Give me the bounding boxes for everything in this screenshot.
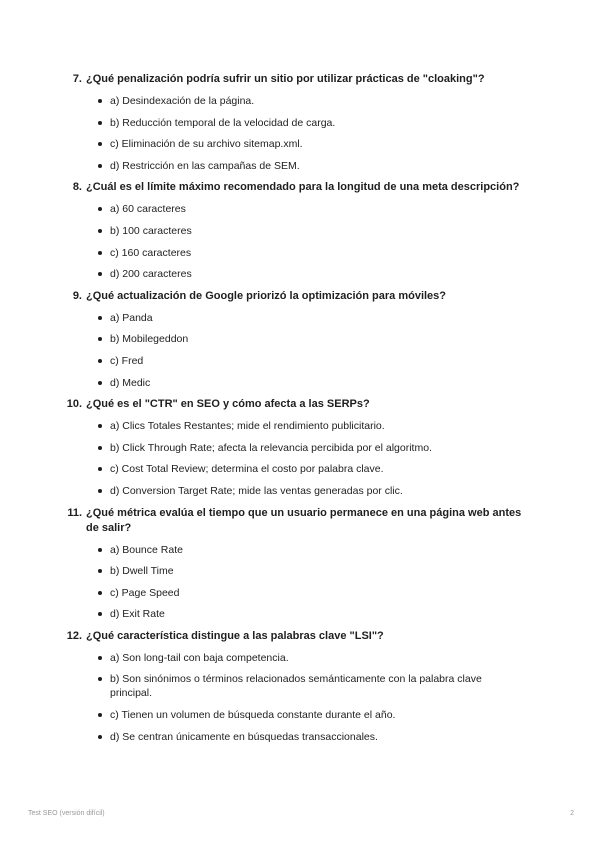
answer-item: [0, 607, 600, 621]
answer-item: [0, 137, 600, 151]
bullet-icon: [0, 651, 110, 665]
question-heading: [0, 289, 600, 304]
question-text: ¿Cuál es el límite máximo recomendado para la longitud de una meta descripción?: [86, 181, 520, 194]
answer-list: [0, 419, 600, 498]
answer-text: d) 200 caracteres: [110, 268, 192, 281]
question-8: [0, 180, 600, 281]
bullet-icon: [0, 116, 110, 130]
answer-text: c) Eliminación de su archivo sitemap.xml.: [110, 138, 303, 151]
bullet-icon: [0, 708, 110, 722]
answer-text: c) 160 caracteres: [110, 246, 192, 259]
answer-item: [0, 376, 600, 390]
question-text: ¿Qué característica distingue a las palabras clave "LSI"?: [86, 629, 384, 642]
answer-item: [0, 462, 600, 476]
answer-item: [0, 94, 600, 108]
bullet-icon: [0, 354, 110, 368]
bullet-icon: [0, 311, 110, 325]
answer-item: [0, 543, 600, 557]
answer-list: [0, 543, 600, 622]
answer-text: a) Son long-tail con baja competencia.: [110, 651, 289, 664]
answer-item: [0, 116, 600, 130]
answer-item: [0, 202, 600, 216]
question-number: 8.: [72, 181, 82, 194]
answer-text: b) Dwell Time: [110, 565, 174, 578]
answer-text: d) Se centran únicamente en búsquedas transaccionales.: [110, 730, 378, 743]
answer-text: b) Reducción temporal de la velocidad de carga.: [110, 116, 336, 129]
bullet-icon: [0, 202, 110, 216]
answer-list: [0, 94, 600, 173]
answer-item: [0, 672, 600, 700]
question-number: 9.: [72, 289, 82, 302]
question-heading: [0, 629, 600, 644]
answer-text: b) Click Through Rate; afecta la relevancia percibida por el algoritmo.: [110, 441, 432, 454]
question-text: ¿Qué penalización podría sufrir un sitio por utilizar prácticas de "cloaking"?: [86, 73, 485, 85]
question-10: [0, 397, 600, 498]
question-number: 11.: [67, 506, 82, 519]
question-list: [0, 72, 600, 751]
bullet-icon: [0, 267, 110, 281]
question-heading: [0, 506, 600, 536]
question-9: [0, 289, 600, 390]
answer-text: d) Medic: [110, 376, 151, 389]
answer-item: [0, 332, 600, 346]
bullet-icon: [0, 419, 110, 433]
answer-item: [0, 267, 600, 281]
answer-item: [0, 354, 600, 368]
answer-item: [0, 159, 600, 173]
answer-text: d) Conversion Target Rate; mide las ventas generadas por clic.: [110, 484, 403, 497]
answer-text: b) Son sinónimos o términos relacionados semánticamente con la palabra clave principal.: [110, 673, 482, 700]
answer-item: [0, 484, 600, 498]
answer-list: [0, 311, 600, 390]
answer-item: [0, 586, 600, 600]
question-text: ¿Qué actualización de Google priorizó la optimización para móviles?: [86, 289, 447, 302]
answer-item: [0, 730, 600, 744]
answer-text: b) 100 caracteres: [110, 224, 192, 237]
bullet-icon: [0, 607, 110, 621]
bullet-icon: [0, 376, 110, 390]
answer-text: c) Cost Total Review; determina el costo por palabra clave.: [110, 463, 384, 476]
bullet-icon: [0, 484, 110, 498]
bullet-icon: [0, 224, 110, 238]
question-heading: [0, 180, 600, 195]
answer-item: [0, 246, 600, 260]
page-footer: [28, 810, 574, 817]
answer-text: a) Desindexación de la página.: [110, 95, 255, 107]
answer-text: d) Exit Rate: [110, 608, 165, 621]
answer-text: b) Mobilegeddon: [110, 333, 189, 346]
answer-item: [0, 651, 600, 665]
question-number: 12.: [66, 629, 82, 642]
question-11: [0, 506, 600, 622]
answer-text: a) Clics Totales Restantes; mide el rendimiento publicitario.: [110, 420, 385, 433]
answer-item: [0, 441, 600, 455]
bullet-icon: [0, 94, 110, 108]
answer-item: [0, 708, 600, 722]
bullet-icon: [0, 586, 110, 600]
question-heading: [0, 397, 600, 412]
answer-item: [0, 419, 600, 433]
footer-title: Test SEO (versión difícil): [28, 810, 105, 817]
bullet-icon: [0, 672, 110, 686]
question-number: 7.: [72, 73, 82, 85]
bullet-icon: [0, 332, 110, 346]
answer-text: d) Restricción en las campañas de SEM.: [110, 159, 300, 172]
answer-text: c) Page Speed: [110, 586, 180, 599]
question-7: [0, 72, 600, 173]
question-12: [0, 629, 600, 744]
answer-list: [0, 202, 600, 281]
answer-item: [0, 564, 600, 578]
question-number: 10.: [66, 398, 82, 411]
bullet-icon: [0, 564, 110, 578]
bullet-icon: [0, 730, 110, 744]
answer-list: [0, 651, 600, 744]
bullet-icon: [0, 159, 110, 173]
bullet-icon: [0, 462, 110, 476]
answer-text: a) 60 caracteres: [110, 203, 186, 216]
answer-text: a) Bounce Rate: [110, 543, 183, 556]
bullet-icon: [0, 246, 110, 260]
page-number: 2: [570, 810, 574, 817]
question-heading: [0, 72, 600, 87]
bullet-icon: [0, 137, 110, 151]
bullet-icon: [0, 441, 110, 455]
question-text: ¿Qué es el "CTR" en SEO y cómo afecta a las SERPs?: [86, 398, 370, 411]
answer-item: [0, 224, 600, 238]
answer-item: [0, 311, 600, 325]
bullet-icon: [0, 543, 110, 557]
question-text: ¿Qué métrica evalúa el tiempo que un usuario permanece en una página web antes de salir?: [86, 506, 522, 534]
answer-text: a) Panda: [110, 311, 153, 324]
answer-text: c) Fred: [110, 354, 144, 367]
answer-text: c) Tienen un volumen de búsqueda constante durante el año.: [110, 709, 396, 722]
